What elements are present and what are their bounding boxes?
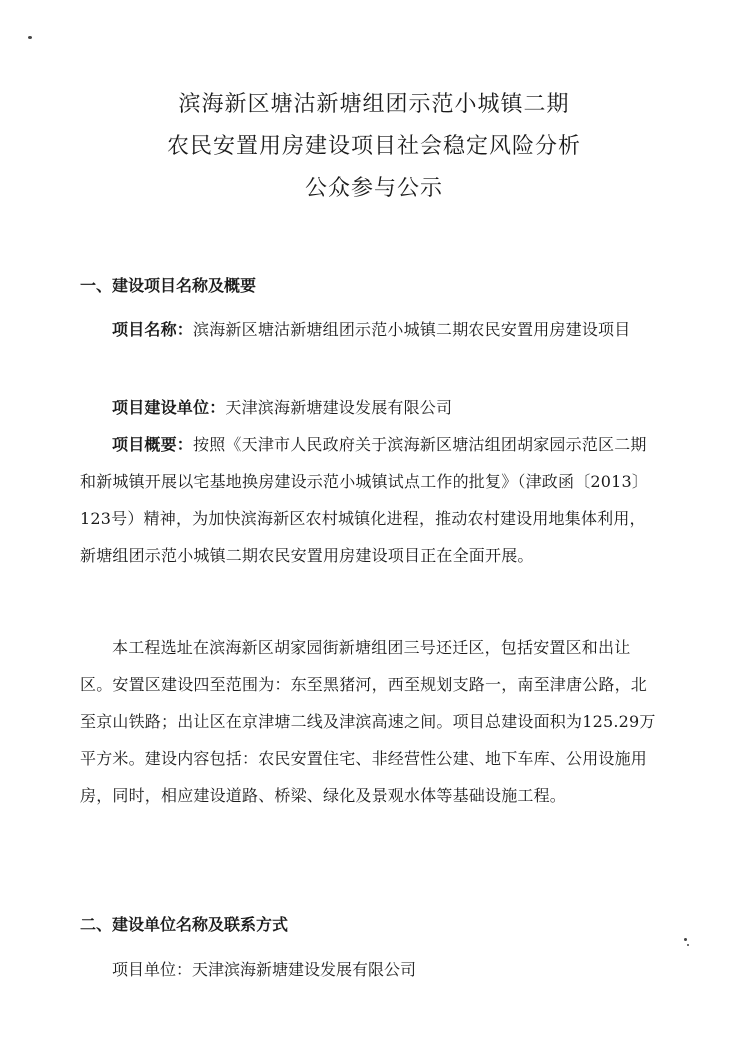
project-overview-label: 项目概要： [112, 435, 194, 454]
project-unit-value: 天津滨海新塘建设发展有限公司 [225, 398, 453, 417]
project-unit-label: 项目建设单位： [112, 398, 226, 417]
section-2-heading: 二、建设单位名称及联系方式 [80, 915, 289, 934]
section-1-heading: 一、建设项目名称及概要 [80, 276, 257, 295]
document-title-line-2: 农民安置用房建设项目社会稳定风险分析 [166, 134, 581, 159]
project-unit-contact-line: 项目单位：天津滨海新塘建设发展有限公司 [112, 960, 417, 979]
project-name-label: 项目名称： [112, 320, 194, 339]
document-title-line-1: 滨海新区塘沽新塘组团示范小城镇二期 [178, 92, 570, 117]
project-name-value: 滨海新区塘沽新塘组团示范小城镇二期农民安置用房建设项目 [193, 320, 631, 339]
project-overview-paragraph [80, 426, 660, 574]
document-title-line-3: 公众参与公示 [304, 176, 443, 201]
scan-speck [28, 36, 32, 39]
project-site-paragraph: 本工程选址在滨海新区胡家园街新塘组团三号还迁区，包括安置区和出让区。安置区建设四至范围为：东至黑猪河，西至规划支路一，南至津唐公路，北至京山铁路；出让区在京津塘二线及津滨高速之间。项目总建设面积为125.29万平方米。建设内容包括：农民安置住宅、非经营性公建、地下车库、公用设施用房，同时，相应建设道路、桥梁、绿化及景观水体等基础设施工程。 [80, 638, 656, 805]
scan-speck [687, 944, 689, 946]
scan-speck [684, 938, 687, 941]
project-overview-value: 按照《天津市人民政府关于滨海新区塘沽组团胡家园示范区二期和新城镇开展以宅基地换房建设示范小城镇试点工作的批复》（津政函〔2013〕123号）精神，为加快滨海新区农村城镇化进程，推动农村建设用地集体利用，新塘组团示范小城镇二期农民安置用房建设项目正在全面开展。 [80, 435, 649, 565]
project-unit-paragraph [80, 389, 660, 426]
project-name-paragraph [80, 311, 660, 348]
